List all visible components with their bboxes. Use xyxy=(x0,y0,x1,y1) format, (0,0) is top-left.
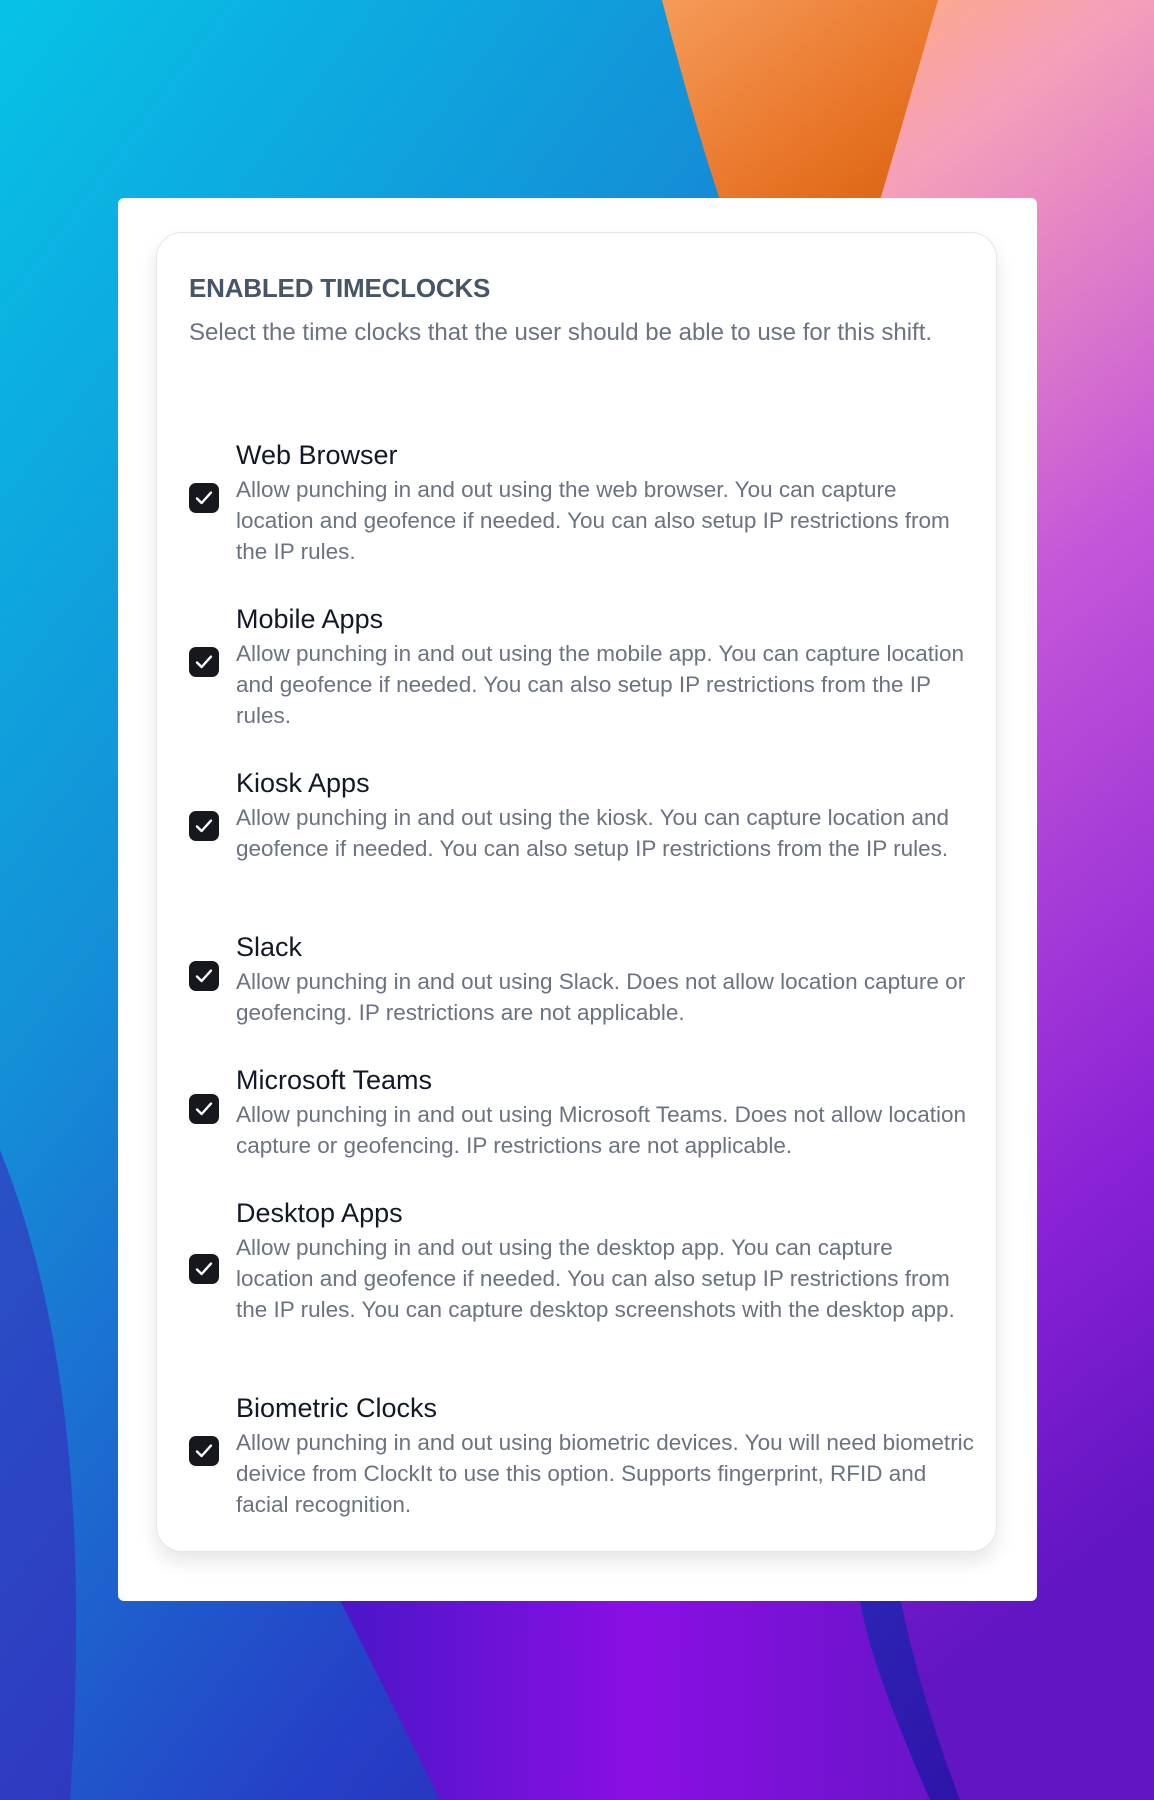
microsoft-teams-checkbox[interactable] xyxy=(189,1094,219,1124)
option-description: Allow punching in and out using the kiosk. You can capture location and geofence if needed. You can also setup IP restrictions from the IP rules. xyxy=(236,805,950,861)
checkmark-icon xyxy=(194,653,214,671)
checkmark-icon xyxy=(194,817,214,835)
timeclock-option-mobile-apps[interactable] xyxy=(189,603,979,743)
desktop-apps-checkbox[interactable] xyxy=(189,1254,219,1284)
option-title: Slack xyxy=(236,932,303,962)
option-description: Allow punching in and out using Microsoft Teams. Does not allow location capture or geofencing. IP restrictions are not applicable. xyxy=(236,1102,966,1158)
timeclock-option-slack[interactable] xyxy=(189,931,979,1071)
biometric-clocks-checkbox[interactable] xyxy=(189,1436,219,1466)
option-title: Microsoft Teams xyxy=(236,1065,433,1095)
enabled-timeclocks-card xyxy=(156,232,997,1552)
kiosk-apps-checkbox[interactable] xyxy=(189,811,219,841)
web-browser-checkbox[interactable] xyxy=(189,483,219,513)
checkmark-icon xyxy=(194,967,214,985)
option-title: Kiosk Apps xyxy=(236,768,370,798)
timeclock-option-desktop-apps[interactable] xyxy=(189,1197,979,1367)
option-title: Web Browser xyxy=(236,440,398,470)
option-description: Allow punching in and out using Slack. Does not allow location capture or geofencing. IP restrictions are not applicable. xyxy=(236,969,966,1025)
timeclock-option-microsoft-teams[interactable] xyxy=(189,1064,979,1204)
mobile-apps-checkbox[interactable] xyxy=(189,647,219,677)
checkmark-icon xyxy=(194,489,214,507)
timeclock-option-biometric-clocks[interactable] xyxy=(189,1392,979,1532)
checkmark-icon xyxy=(194,1100,214,1118)
slack-checkbox[interactable] xyxy=(189,961,219,991)
option-description: Allow punching in and out using the mobile app. You can capture location and geofence if needed. You can also setup IP restrictions from the IP rules. xyxy=(236,641,965,728)
option-description: Allow punching in and out using the desktop app. You can capture location and geofence if needed. You can also setup IP restrictions from the IP rules. You can capture desktop screenshots with the desktop app. xyxy=(236,1235,955,1322)
option-description: Allow punching in and out using biometric devices. You will need biometric deivice from ClockIt to use this option. Supports fingerprint, RFID and facial recognition. xyxy=(236,1430,974,1517)
checkmark-icon xyxy=(194,1442,214,1460)
settings-panel xyxy=(118,198,1037,1601)
section-description: Select the time clocks that the user should be able to use for this shift. xyxy=(189,319,933,346)
option-description: Allow punching in and out using the web browser. You can capture location and geofence if needed. You can also setup IP restrictions from the IP rules. xyxy=(236,477,950,564)
option-title: Biometric Clocks xyxy=(236,1393,438,1423)
section-heading: ENABLED TIMECLOCKS xyxy=(189,273,491,303)
timeclock-option-kiosk-apps[interactable] xyxy=(189,767,979,907)
option-title: Desktop Apps xyxy=(236,1198,403,1228)
option-title: Mobile Apps xyxy=(236,604,384,634)
timeclock-option-web-browser[interactable] xyxy=(189,439,979,579)
checkmark-icon xyxy=(194,1260,214,1278)
